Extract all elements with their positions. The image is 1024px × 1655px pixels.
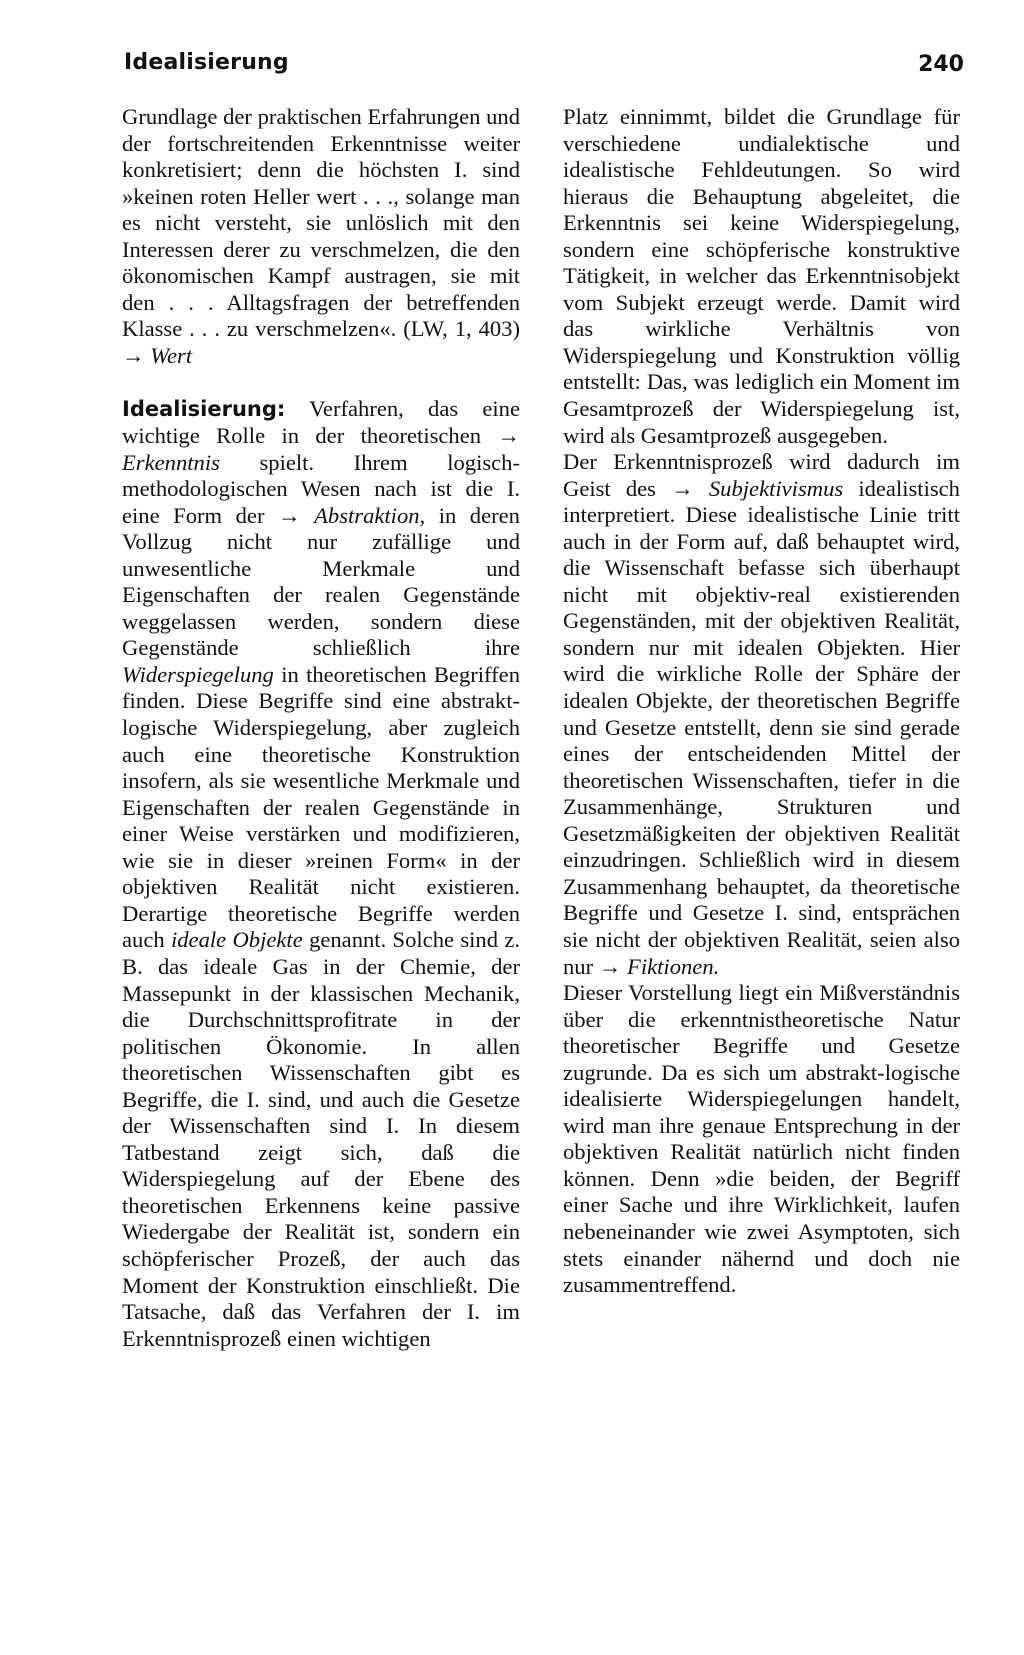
cross-reference-erkenntnis: Erkenntnis <box>122 449 220 475</box>
entry-keyword: Idealisierung: <box>122 397 286 422</box>
cross-reference-abstraktion: Abstraktion, <box>314 502 426 528</box>
cross-reference-subjektivismus: Subjektivismus <box>708 475 844 501</box>
cross-reference-widerspiegelung: Widerspiegelung <box>122 661 274 687</box>
entry-text-4: in theoretischen Begriffen finden. Diese Begriffe sind eine abstrakt-logische Widerspiegelung, aber zugleich auch eine theoretische Konstruktion insofern, als sie wesentliche Merkmale und Eigenschaften der realen Gegenstände in einer Weise verstärken und modifizieren, wie sie in dieser »reinen Form« in der objektiven Realität nicht existieren. Derartige theoretische Begriffe werden auch <box>122 661 521 953</box>
right-text-2: idealistisch interpretiert. Diese idealistische Linie tritt auch in der Form auf, daß behauptet wird, die Wissenschaft befasse sich überhaupt nicht mit objektiv-real existierenden Gegenständen, mit der objektiven Realität, sondern nur mit idealen Objekten. Hier wird die wirkliche Rolle der Sphäre der idealen Objekte, der theoretischen Begriffe und Gesetze entstellt, denn sie sind gerade eines der entscheidenden Mittel der theoretischen Wissenschaften, tiefer in die Zusammenhänge, Strukturen und Gesetzmäßigkeiten der objektiven Realität einzudringen. Schließlich wird in diesem Zusammenhang behauptet, da theoretische Begriffe und Gesetze I. sind, entsprächen sie nicht der objektiven Realität, seien also nur → <box>563 475 960 979</box>
cross-reference-fiktionen: Fiktionen. <box>627 953 720 979</box>
page-number: 240 <box>918 52 964 77</box>
entry-text-3: in deren Vollzug nicht nur zufällige und unwesentliche Merkmale und Eigenschaften der realen Gegenstände weggelassen werden, sondern diese Gegenstände schließlich ihre <box>122 502 520 661</box>
running-head: Idealisierung <box>124 50 289 75</box>
continuation-text: Grundlage der praktischen Erfahrungen und der fortschreitenden Erkenntnisse weiter konkretisiert; denn die höchsten I. sind »keinen roten Heller wert . . ., solange man es nicht versteht, sie unlöslich mit den Interessen derer zu verschmelzen, die den ökonomischen Kampf austragen, sie mit den . . . Alltagsfragen der betreffenden Klasse . . . zu verschmelzen«. (LW, 1, 403) → <box>122 104 520 368</box>
entry-text-5: genannt. Solche sind z. B. das ideale Gas in der Chemie, der Massepunkt in der klassischen Mechanik, die Durchschnittsprofitrate in der politischen Ökonomie. In allen theoretischen Wissenschaften gibt es Begriffe, die I. sind, und auch die Gesetze der Wissenschaften sind I. In diesem Tatbestand zeigt sich, daß die Widerspiegelung auf der Ebene des theoretischen Erkennens keine passive Wiedergabe der Realität ist, sondern ein schöpferischer Prozeß, der auch das Moment der Konstruktion einschließt. Die Tatsache, daß das Verfahren der I. im Erkenntnisprozeß einen wichtigen <box>122 927 520 1351</box>
right-paragraph-1: Platz einnimmt, bildet die Grundlage für verschiedene undialektische und idealistische Fehldeutungen. So wird hieraus die Behauptung abgeleitet, die Erkenntnis sei keine Widerspiegelung, sondern eine schöpferische konstruktive Tätigkeit, in welcher das Erkenntnisobjekt vom Subjekt erzeugt werde. Damit wird das wirkliche Verhältnis von Widerspiegelung und Konstruktion völlig entstellt: Das, was lediglich ein Moment im Gesamtprozeß der Widerspiegelung ist, wird als Gesamtprozeß ausgegeben. <box>563 104 960 448</box>
right-paragraph-2 <box>563 449 960 980</box>
continuation-paragraph <box>122 104 520 369</box>
entry-text-1: Verfahren, das eine wichtige Rolle in der theoretischen → <box>122 396 520 449</box>
entry-text-2: spielt. Ihrem logisch-methodologischen Wesen nach ist die I. eine Form der → <box>122 449 520 528</box>
term-ideale-objekte: ideale Objekte <box>170 927 303 953</box>
right-column <box>563 104 960 1299</box>
right-text-1: Der Erkenntnisprozeß wird dadurch im Geist des → <box>563 449 960 501</box>
left-column <box>122 104 520 1352</box>
right-paragraph-3: Dieser Vorstellung liegt ein Mißverständnis über die erkenntnistheoretische Natur theoretischer Begriffe und Gesetze zugrunde. Da es sich um abstrakt-logische idealisierte Widerspiegelungen handelt, wird man ihre genaue Entsprechung in der objektiven Realität natürlich nicht finden können. Denn »die beiden, der Begriff einer Sache und ihre Wirklichkeit, laufen nebeneinander wie zwei Asymptoten, sich stets einander nähernd und doch nie zusammentreffend. <box>563 980 960 1298</box>
cross-reference-wert: Wert <box>150 342 193 368</box>
entry-idealisierung <box>122 396 520 1352</box>
